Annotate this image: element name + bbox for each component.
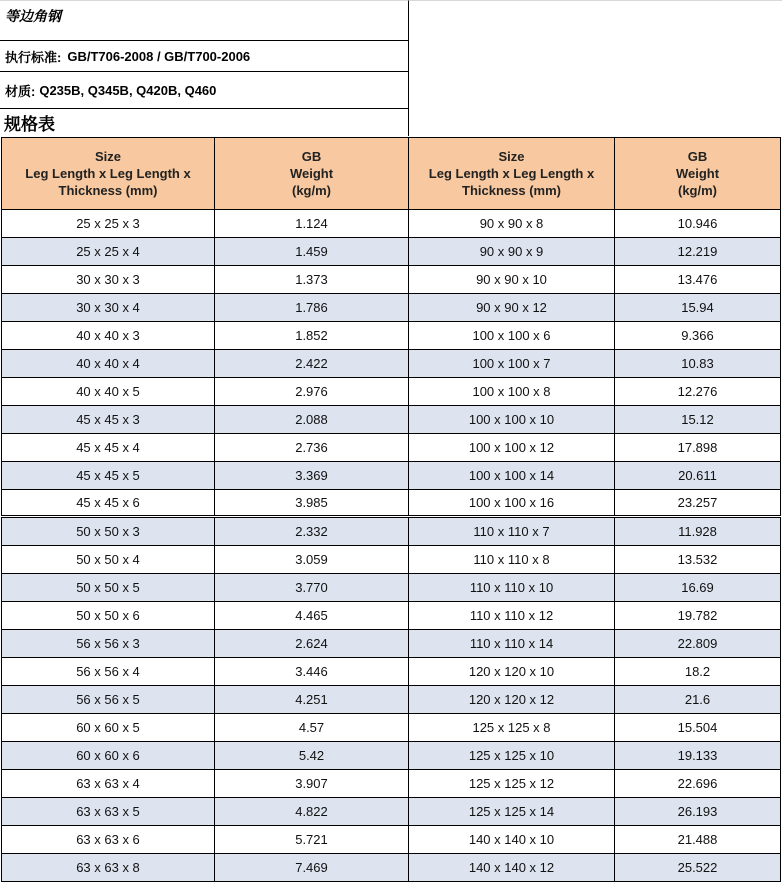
weight-cell: 11.928 bbox=[615, 517, 781, 546]
weight-cell: 3.369 bbox=[215, 462, 409, 490]
size-cell: 90 x 90 x 8 bbox=[409, 210, 615, 238]
size-cell: 30 x 30 x 3 bbox=[2, 266, 215, 294]
size-cell: 120 x 120 x 10 bbox=[409, 658, 615, 686]
size-cell: 100 x 100 x 7 bbox=[409, 350, 615, 378]
size-cell: 63 x 63 x 5 bbox=[2, 798, 215, 826]
weight-cell: 22.809 bbox=[615, 630, 781, 658]
size-cell: 140 x 140 x 10 bbox=[409, 826, 615, 854]
table-row bbox=[2, 630, 781, 658]
weight-cell: 19.782 bbox=[615, 602, 781, 630]
size-cell: 45 x 45 x 5 bbox=[2, 462, 215, 490]
column-header-weight: GB Weight (kg/m) bbox=[615, 138, 781, 210]
size-cell: 140 x 140 x 12 bbox=[409, 854, 615, 882]
table-body bbox=[2, 210, 781, 882]
weight-cell: 4.57 bbox=[215, 714, 409, 742]
weight-cell: 21.6 bbox=[615, 686, 781, 714]
weight-cell: 25.522 bbox=[615, 854, 781, 882]
weight-cell: 3.446 bbox=[215, 658, 409, 686]
weight-cell: 17.898 bbox=[615, 434, 781, 462]
table-row bbox=[2, 322, 781, 350]
table-row bbox=[2, 210, 781, 238]
weight-cell: 4.251 bbox=[215, 686, 409, 714]
weight-cell: 2.088 bbox=[215, 406, 409, 434]
size-cell: 120 x 120 x 12 bbox=[409, 686, 615, 714]
size-cell: 45 x 45 x 3 bbox=[2, 406, 215, 434]
table-row bbox=[2, 406, 781, 434]
size-cell: 56 x 56 x 3 bbox=[2, 630, 215, 658]
weight-cell: 20.611 bbox=[615, 462, 781, 490]
table-row bbox=[2, 602, 781, 630]
table-row bbox=[2, 574, 781, 602]
table-row bbox=[2, 686, 781, 714]
size-cell: 90 x 90 x 12 bbox=[409, 294, 615, 322]
size-cell: 50 x 50 x 4 bbox=[2, 546, 215, 574]
weight-cell: 18.2 bbox=[615, 658, 781, 686]
size-cell: 110 x 110 x 12 bbox=[409, 602, 615, 630]
weight-cell: 3.770 bbox=[215, 574, 409, 602]
weight-cell: 1.459 bbox=[215, 238, 409, 266]
size-cell: 45 x 45 x 6 bbox=[2, 490, 215, 517]
table-row bbox=[2, 770, 781, 798]
material-label: 材质: bbox=[5, 83, 36, 99]
weight-cell: 13.476 bbox=[615, 266, 781, 294]
size-cell: 56 x 56 x 4 bbox=[2, 658, 215, 686]
size-cell: 50 x 50 x 6 bbox=[2, 602, 215, 630]
weight-cell: 10.946 bbox=[615, 210, 781, 238]
weight-cell: 21.488 bbox=[615, 826, 781, 854]
table-row bbox=[2, 742, 781, 770]
standard-line bbox=[0, 41, 409, 72]
table-header-row bbox=[2, 138, 781, 210]
weight-cell: 5.42 bbox=[215, 742, 409, 770]
table-row bbox=[2, 714, 781, 742]
size-cell: 50 x 50 x 5 bbox=[2, 574, 215, 602]
weight-cell: 13.532 bbox=[615, 546, 781, 574]
weight-cell: 2.736 bbox=[215, 434, 409, 462]
size-cell: 100 x 100 x 10 bbox=[409, 406, 615, 434]
size-cell: 125 x 125 x 14 bbox=[409, 798, 615, 826]
table-row bbox=[2, 854, 781, 882]
column-header-size: Size Leg Length x Leg Length x Thickness (mm) bbox=[2, 138, 215, 210]
table-row bbox=[2, 798, 781, 826]
weight-cell: 7.469 bbox=[215, 854, 409, 882]
table-row bbox=[2, 462, 781, 490]
weight-cell: 12.276 bbox=[615, 378, 781, 406]
column-header-weight: GB Weight (kg/m) bbox=[215, 138, 409, 210]
size-cell: 30 x 30 x 4 bbox=[2, 294, 215, 322]
weight-cell: 3.907 bbox=[215, 770, 409, 798]
standard-value: GB/T706-2008 / GB/T700-2006 bbox=[67, 48, 251, 64]
size-cell: 100 x 100 x 16 bbox=[409, 490, 615, 517]
weight-cell: 1.373 bbox=[215, 266, 409, 294]
size-cell: 100 x 100 x 14 bbox=[409, 462, 615, 490]
weight-cell: 23.257 bbox=[615, 490, 781, 517]
size-cell: 90 x 90 x 10 bbox=[409, 266, 615, 294]
size-cell: 63 x 63 x 6 bbox=[2, 826, 215, 854]
material-value: Q235B, Q345B, Q420B, Q460 bbox=[39, 82, 217, 98]
table-row bbox=[2, 546, 781, 574]
weight-cell: 12.219 bbox=[615, 238, 781, 266]
spec-table-label: 规格表 bbox=[0, 109, 409, 136]
size-cell: 50 x 50 x 3 bbox=[2, 517, 215, 546]
weight-cell: 4.465 bbox=[215, 602, 409, 630]
size-cell: 60 x 60 x 5 bbox=[2, 714, 215, 742]
size-cell: 63 x 63 x 8 bbox=[2, 854, 215, 882]
sheet-gridline bbox=[409, 0, 782, 1]
weight-cell: 2.422 bbox=[215, 350, 409, 378]
sheet-header bbox=[0, 0, 409, 136]
standard-label: 执行标准: bbox=[5, 49, 62, 65]
table-row bbox=[2, 350, 781, 378]
size-cell: 40 x 40 x 4 bbox=[2, 350, 215, 378]
weight-cell: 5.721 bbox=[215, 826, 409, 854]
table-row bbox=[2, 238, 781, 266]
weight-cell: 2.624 bbox=[215, 630, 409, 658]
weight-cell: 2.976 bbox=[215, 378, 409, 406]
material-line bbox=[0, 72, 409, 109]
table-row bbox=[2, 826, 781, 854]
size-cell: 125 x 125 x 8 bbox=[409, 714, 615, 742]
weight-cell: 15.12 bbox=[615, 406, 781, 434]
size-cell: 56 x 56 x 5 bbox=[2, 686, 215, 714]
weight-cell: 10.83 bbox=[615, 350, 781, 378]
table-row bbox=[2, 658, 781, 686]
size-cell: 110 x 110 x 10 bbox=[409, 574, 615, 602]
size-cell: 100 x 100 x 8 bbox=[409, 378, 615, 406]
column-header-size: Size Leg Length x Leg Length x Thickness (mm) bbox=[409, 138, 615, 210]
table-row bbox=[2, 434, 781, 462]
size-cell: 63 x 63 x 4 bbox=[2, 770, 215, 798]
weight-cell: 22.696 bbox=[615, 770, 781, 798]
weight-cell: 15.94 bbox=[615, 294, 781, 322]
weight-cell: 16.69 bbox=[615, 574, 781, 602]
size-cell: 60 x 60 x 6 bbox=[2, 742, 215, 770]
table-row bbox=[2, 294, 781, 322]
weight-cell: 15.504 bbox=[615, 714, 781, 742]
table-row bbox=[2, 490, 781, 517]
weight-cell: 1.852 bbox=[215, 322, 409, 350]
weight-cell: 3.985 bbox=[215, 490, 409, 517]
weight-cell: 1.124 bbox=[215, 210, 409, 238]
size-cell: 25 x 25 x 3 bbox=[2, 210, 215, 238]
weight-cell: 2.332 bbox=[215, 517, 409, 546]
weight-cell: 1.786 bbox=[215, 294, 409, 322]
size-cell: 90 x 90 x 9 bbox=[409, 238, 615, 266]
spec-table bbox=[1, 137, 781, 882]
size-cell: 125 x 125 x 10 bbox=[409, 742, 615, 770]
weight-cell: 19.133 bbox=[615, 742, 781, 770]
page-title: 等边角钢 bbox=[0, 0, 409, 41]
size-cell: 125 x 125 x 12 bbox=[409, 770, 615, 798]
size-cell: 110 x 110 x 14 bbox=[409, 630, 615, 658]
size-cell: 40 x 40 x 3 bbox=[2, 322, 215, 350]
size-cell: 100 x 100 x 12 bbox=[409, 434, 615, 462]
table-row bbox=[2, 517, 781, 546]
size-cell: 110 x 110 x 8 bbox=[409, 546, 615, 574]
weight-cell: 9.366 bbox=[615, 322, 781, 350]
weight-cell: 26.193 bbox=[615, 798, 781, 826]
weight-cell: 3.059 bbox=[215, 546, 409, 574]
size-cell: 25 x 25 x 4 bbox=[2, 238, 215, 266]
size-cell: 45 x 45 x 4 bbox=[2, 434, 215, 462]
size-cell: 110 x 110 x 7 bbox=[409, 517, 615, 546]
table-row bbox=[2, 266, 781, 294]
table-row bbox=[2, 378, 781, 406]
size-cell: 100 x 100 x 6 bbox=[409, 322, 615, 350]
weight-cell: 4.822 bbox=[215, 798, 409, 826]
size-cell: 40 x 40 x 5 bbox=[2, 378, 215, 406]
